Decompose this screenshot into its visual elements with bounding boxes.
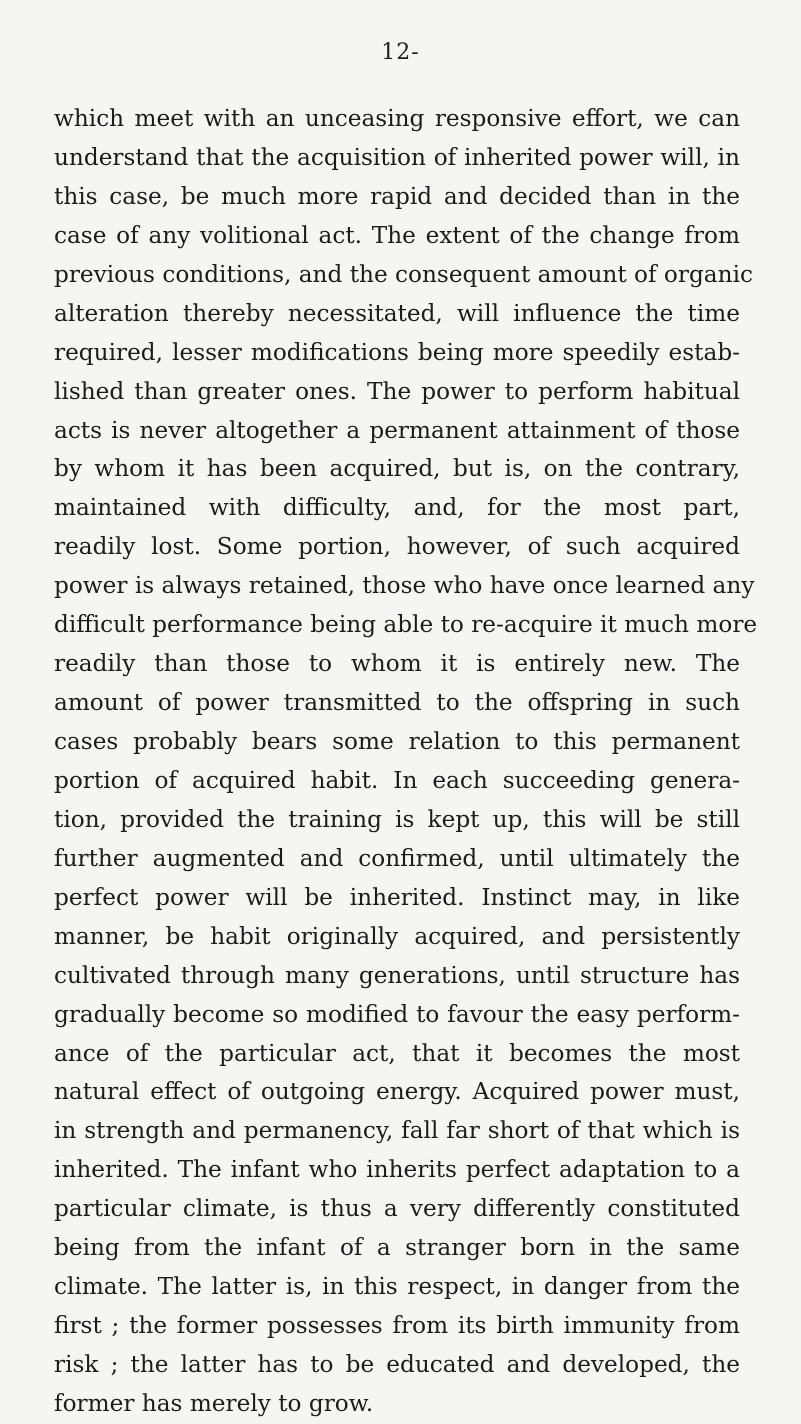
text-line: which meet with an unceasing responsive effort, we can: [54, 105, 740, 132]
text-line: tion, provided the training is kept up, this will be still: [54, 805, 740, 833]
text-line: further augmented and confirmed, until ultimately the: [54, 844, 740, 872]
text-line: manner, be habit originally acquired, and persistently: [54, 922, 740, 950]
text-line: acts is never altogether a permanent attainment of those: [54, 416, 740, 444]
body-text: [54, 100, 758, 1424]
text-line: portion of acquired habit. In each succeeding genera-: [54, 766, 740, 794]
text-line: perfect power will be inherited. Instinct may, in like: [54, 883, 740, 911]
text-line: natural effect of outgoing energy. Acquired power must,: [54, 1078, 740, 1106]
text-line: this case, be much more rapid and decided than in the: [54, 182, 740, 210]
text-line: particular climate, is thus a very differently constituted: [54, 1195, 740, 1223]
text-line: climate. The latter is, in this respect, in danger from the: [54, 1273, 740, 1301]
text-line: readily lost. Some portion, however, of such acquired: [54, 533, 740, 561]
text-line: understand that the acquisition of inherited power will, in: [54, 143, 740, 171]
text-line: first ; the former possesses from its birth immunity from: [54, 1312, 740, 1340]
text-line: cultivated through many generations, until structure has: [54, 961, 740, 989]
text-line: former has merely to grow.: [54, 1389, 374, 1417]
text-line: readily than those to whom it is entirely new. The: [54, 650, 740, 678]
text-line: case of any volitional act. The extent of the change from: [54, 221, 740, 249]
text-line: ance of the particular act, that it becomes the most: [54, 1039, 740, 1067]
text-line: being from the infant of a stranger born in the same: [54, 1234, 740, 1262]
text-line: lished than greater ones. The power to perform habitual: [54, 377, 740, 405]
text-line: risk ; the latter has to be educated and developed, the: [54, 1351, 740, 1378]
text-line: cases probably bears some relation to this permanent: [54, 728, 740, 755]
text-line: alteration thereby necessitated, will influence the time: [54, 299, 740, 327]
text-line: required, lesser modifications being more speedily estab-: [54, 338, 740, 366]
text-line: power is always retained, those who have once learned any: [54, 572, 755, 600]
text-line: in strength and permanency, fall far short of that which is: [54, 1117, 740, 1145]
text-line: inherited. The infant who inherits perfect adaptation to a: [54, 1156, 740, 1184]
text-line: amount of power transmitted to the offspring in such: [54, 689, 740, 717]
text-line: by whom it has been acquired, but is, on the contrary,: [54, 455, 740, 483]
text-line: previous conditions, and the consequent amount of organic: [54, 260, 753, 288]
text-line: maintained with difficulty, and, for the most part,: [54, 494, 740, 522]
text-line: difficult performance being able to re-acquire it much more: [54, 611, 758, 639]
text-line: gradually become so modified to favour the easy perform-: [54, 1000, 740, 1028]
page-number: 12-: [381, 40, 420, 65]
